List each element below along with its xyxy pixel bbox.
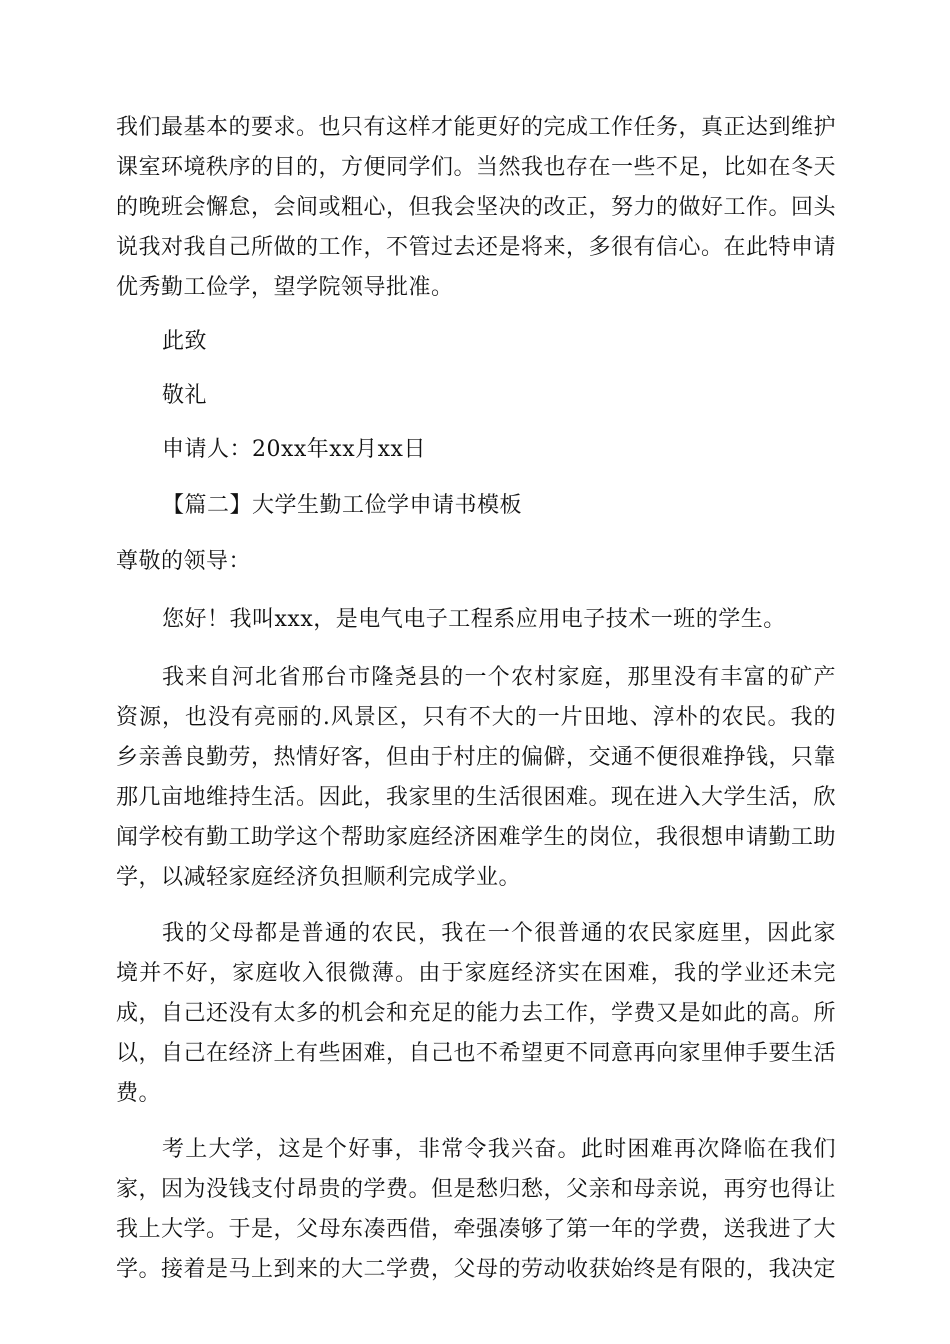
greeting: 尊敬的领导： xyxy=(116,549,252,574)
intro-paragraph: 您好！我叫xxx，是电气电子工程系应用电子技术一班的学生。 xyxy=(162,607,786,632)
body-paragraph-1: 我来自河北省邢台市隆尧县的一个农村家庭，那里没有丰富的矿产资源，也没有亮丽的.风景区，只有不大的一片田地、淳朴的农民。我的乡亲善良勤劳，热情好客，但由于村庄的偏僻，交通不便很难挣钱，只靠那几亩地维持生活。因此，我家里的生活很困难。现在进入大学生活，欣闻学校有勤工助学这个帮助家庭经济困难学生的岗位，我很想申请勤工助学，以减轻家庭经济负担顺利完成学业。 xyxy=(116,665,837,890)
closing-salutation-2: 敬礼 xyxy=(162,383,208,408)
document-body xyxy=(116,108,836,1290)
paragraph-continuation: 我们最基本的要求。也只有这样才能更好的完成工作任务，真正达到维护课室环境秩序的目的，方便同学们。当然我也存在一些不足，比如在冬天的晚班会懈怠，会间或粗心，但我会坚决的改正，努力的做好工作。回头说我对我自己所做的工作，不管过去还是将来，多很有信心。在此特申请优秀勤工俭学，望学院领导批准。 xyxy=(116,115,837,300)
closing-salutation-1: 此致 xyxy=(162,329,208,354)
body-paragraph-2: 我的父母都是普通的农民，我在一个很普通的农民家庭里，因此家境并不好，家庭收入很微薄。由于家庭经济实在困难，我的学业还未完成，自己还没有太多的机会和充足的能力去工作，学费又是如此的高。所以，自己在经济上有些困难，自己也不希望更不同意再向家里伸手要生活费。 xyxy=(116,921,837,1106)
section-heading: 【篇二】大学生勤工俭学申请书模板 xyxy=(162,493,523,518)
body-paragraph-3: 考上大学，这是个好事，非常令我兴奋。此时困难再次降临在我们家，因为没钱支付昂贵的学费。但是愁归愁，父亲和母亲说，再穷也得让我上大学。于是，父母东凑西借，牵强凑够了第一年的学费，送我进了大学。接着是马上到来的大二学费，父母的劳动收获始终是有限的，我决定 xyxy=(116,1137,837,1282)
signature-line: 申请人：20xx年xx月xx日 xyxy=(162,437,426,462)
